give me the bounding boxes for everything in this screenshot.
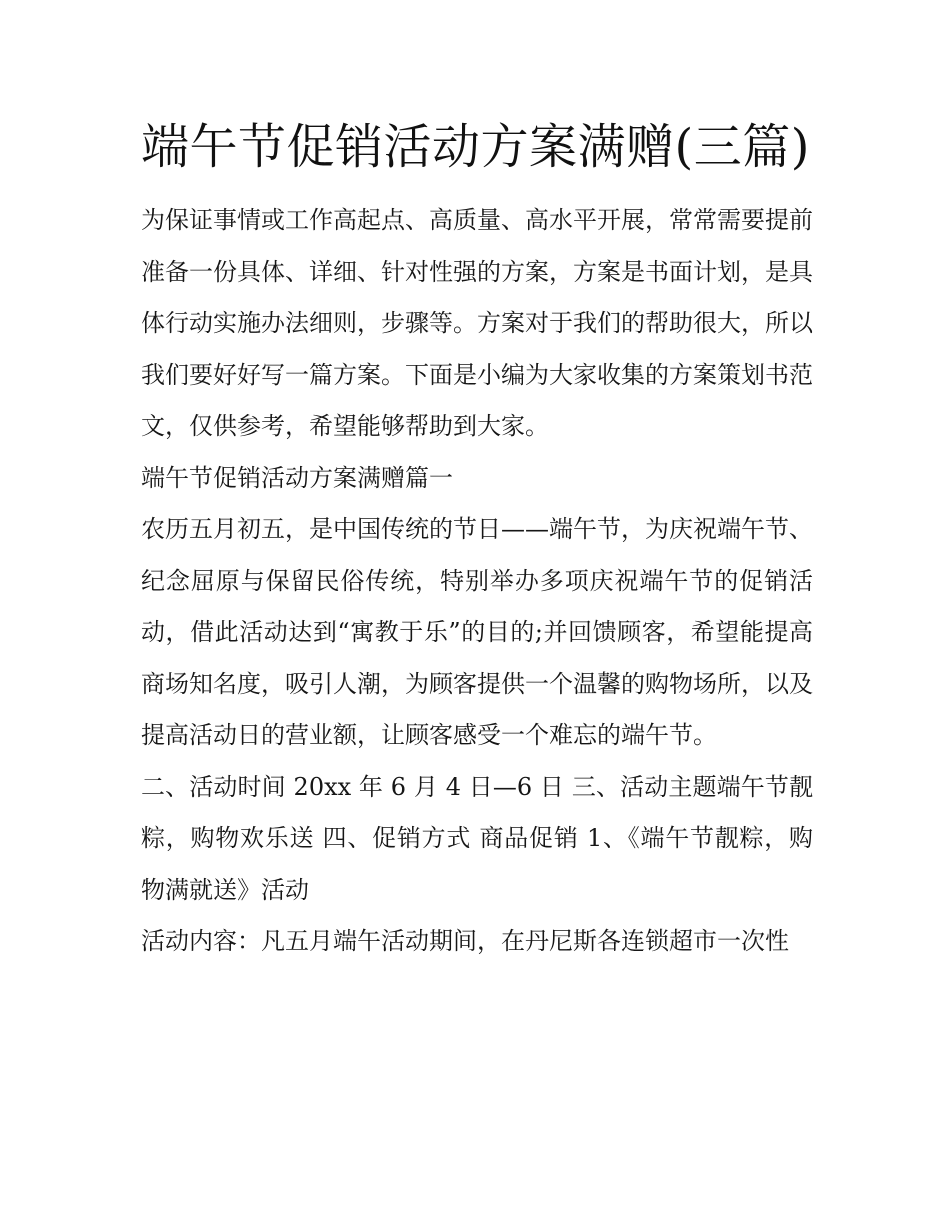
intro-paragraph: 为保证事情或工作高起点、高质量、高水平开展，常常需要提前准备一份具体、详细、针对性强的方案，方案是书面计划，是具体行动实施办法细则，步骤等。方案对于我们的帮助很大，所以我们要好好写一篇方案。下面是小编为大家收集的方案策划书范文，仅供参考，希望能够帮助到大家。	[141, 206, 813, 440]
document-title: 端午节促销活动方案满赠(三篇)	[141, 119, 810, 175]
body-paragraph-3: 活动内容：凡五月端午活动期间，在丹尼斯各连锁超市一次性	[141, 927, 789, 955]
body-paragraph-2: 二、活动时间 20xx 年 6 月 4 日—6 日 三、活动主题端午节靓粽，购物欢乐送 四、促销方式 商品促销 1、《端午节靓粽，购物满就送》活动	[141, 772, 813, 904]
body-paragraph-1: 农历五月初五，是中国传统的节日——端午节，为庆祝端午节、纪念屈原与保留民俗传统，特别举办多项庆祝端午节的促销活动，借此活动达到“寓教于乐”的目的;并回馈顾客，希望能提高商场知名度，吸引人潮，为顾客提供一个温馨的购物场所，以及提高活动日的营业额，让顾客感受一个难忘的端午节。	[141, 515, 813, 749]
document-page	[141, 108, 813, 968]
section-heading: 端午节促销活动方案满赠篇一	[141, 463, 453, 492]
